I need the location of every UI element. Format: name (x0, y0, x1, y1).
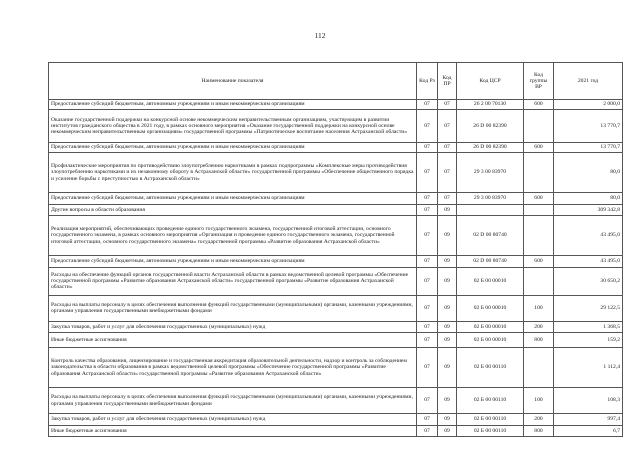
table-row (49, 414, 623, 426)
row-rz: 07 (417, 425, 438, 437)
row-name: Расходы на выплаты персоналу в целях обеспечения выполнения функций государственными (муниципальными) органами, казенными учреждениями, органами управления государственными внебюджетными фондами (49, 295, 417, 321)
table-row (49, 321, 623, 333)
table-row (49, 267, 623, 295)
row-name: Закупка товаров, работ и услуг для обеспечения государственных (муниципальных) нужд (49, 414, 417, 426)
row-vr (524, 267, 554, 295)
row-name: Иные бюджетные ассигнования (49, 425, 417, 437)
row-vr: 200 (524, 414, 554, 426)
header-csr: Код ЦСР (457, 63, 524, 100)
table-header-row (49, 63, 623, 100)
table-row (49, 204, 623, 216)
row-csr: 26 D 00 82390 (457, 110, 524, 143)
row-rz: 07 (417, 414, 438, 426)
row-rz: 07 (417, 295, 438, 321)
row-vr (524, 204, 554, 216)
row-pr: 07 (438, 193, 457, 205)
row-vr: 800 (524, 333, 554, 348)
row-rz: 07 (417, 100, 438, 110)
row-rz: 07 (417, 267, 438, 295)
row-rz: 07 (417, 153, 438, 193)
row-csr: 29 3 00 83970 (457, 193, 524, 205)
row-name: Оказание государственной поддержки на конкурсной основе некоммерческим неправительственным организациям, участвующим в развитии институтов гражданского общества в 2021 году, в рамках основного мероприятия «Оказание государственной поддержки на конкурсной основе некоммерческим неправительственным организациям» государственной программы «Патриотическое воспитание населения Астраханской области» (49, 110, 417, 143)
row-vr: 600 (524, 193, 554, 205)
header-year: 2021 год (554, 63, 623, 100)
row-csr: 02 Б 00 00010 (457, 295, 524, 321)
row-sum: 2 000,0 (554, 100, 623, 110)
row-vr (524, 153, 554, 193)
row-csr: 02 D 00 80740 (457, 216, 524, 256)
row-vr: 200 (524, 321, 554, 333)
row-csr: 02 Б 00 00010 (457, 267, 524, 295)
row-pr: 09 (438, 414, 457, 426)
row-pr: 07 (438, 153, 457, 193)
row-pr: 09 (438, 425, 457, 437)
row-sum: 6,7 (554, 425, 623, 437)
row-rz: 07 (417, 193, 438, 205)
row-vr: 800 (524, 425, 554, 437)
row-sum: 13 770,7 (554, 143, 623, 153)
row-name: Предоставление субсидий бюджетным, автономным учреждениям и иным некоммерческим организациям (49, 143, 417, 153)
row-csr: 02 Б 00 00110 (457, 388, 524, 414)
header-name: Наименование показателя (49, 63, 417, 100)
row-sum: 159,2 (554, 333, 623, 348)
row-pr: 07 (438, 143, 457, 153)
row-vr: 600 (524, 143, 554, 153)
row-pr: 09 (438, 333, 457, 348)
table-row (49, 193, 623, 205)
row-pr: 07 (438, 110, 457, 143)
row-csr: 02 Б 00 00110 (457, 348, 524, 388)
row-pr: 09 (438, 321, 457, 333)
row-vr: 100 (524, 295, 554, 321)
header-pr: Код ПР (438, 63, 457, 100)
row-rz: 07 (417, 348, 438, 388)
row-rz: 07 (417, 256, 438, 268)
row-pr: 09 (438, 216, 457, 256)
row-vr: 100 (524, 388, 554, 414)
table-row (49, 333, 623, 348)
table-row (49, 348, 623, 388)
row-pr: 09 (438, 267, 457, 295)
row-rz: 07 (417, 333, 438, 348)
row-pr: 09 (438, 295, 457, 321)
row-vr (524, 110, 554, 143)
row-csr: 02 Б 00 00010 (457, 321, 524, 333)
table-row (49, 110, 623, 143)
row-name: Иные бюджетные ассигнования (49, 333, 417, 348)
row-csr: 26 2 00 70130 (457, 100, 524, 110)
page-number: 112 (314, 31, 326, 40)
row-csr (457, 204, 524, 216)
row-sum: 43 495,0 (554, 216, 623, 256)
row-csr: 02 Б 00 00110 (457, 425, 524, 437)
budget-table (48, 62, 623, 437)
row-name: Другие вопросы в области образования (49, 204, 417, 216)
row-sum: 1 368,5 (554, 321, 623, 333)
row-rz: 07 (417, 321, 438, 333)
row-name: Расходы на выплаты персоналу в целях обеспечения выполнения функций государственными (муниципальными) органами, казенными учреждениями, органами управления государственными внебюджетными фондами (49, 388, 417, 414)
row-name: Расходы на обеспечение функций органов государственной власти Астраханской области в рамках ведомственной целевой программы «Обеспечение государственной программы «Развитие образования Астраханской области» государственной программы «Развитие образования Астраханской области» (49, 267, 417, 295)
row-name: Контроль качества образования, лицензирование и государственная аккредитация образовательной деятельности, надзор и контроль за соблюдением законодательства в области образования в рамках ведомственной целевой программы «Обеспечение государственной программы «Развитие образования Астраханской области» государственной программы «Развитие образования Астраханской области» (49, 348, 417, 388)
row-rz: 07 (417, 216, 438, 256)
table-row (49, 256, 623, 268)
table-row (49, 388, 623, 414)
row-sum: 309 342,8 (554, 204, 623, 216)
row-sum: 997,4 (554, 414, 623, 426)
row-vr (524, 216, 554, 256)
table-row (49, 216, 623, 256)
row-name: Предоставление субсидий бюджетным, автономным учреждениям и иным некоммерческим организациям (49, 193, 417, 205)
table-row (49, 425, 623, 437)
row-sum: 108,3 (554, 388, 623, 414)
row-name: Предоставление субсидий бюджетным, автономным учреждениям и иным некоммерческим организациям (49, 256, 417, 268)
row-sum: 30 650,2 (554, 267, 623, 295)
row-name: Закупка товаров, работ и услуг для обеспечения государственных (муниципальных) нужд (49, 321, 417, 333)
table-row (49, 100, 623, 110)
row-csr: 29 3 00 83970 (457, 153, 524, 193)
row-rz: 07 (417, 388, 438, 414)
row-sum: 1 112,4 (554, 348, 623, 388)
row-sum: 13 770,7 (554, 110, 623, 143)
row-name: Реализация мероприятий, обеспечивающих проведение единого государственного экзамена, государственной итоговой аттестации, основного государственного экзамена, в рамках основного мероприятия «Организация и проведение единого государственного экзамена, государственной итоговой аттестации, основного государственного экзамена» государственной программы «Развитие образования Астраханской области» (49, 216, 417, 256)
header-vr: Код группы ВР (524, 63, 554, 100)
row-vr: 600 (524, 256, 554, 268)
row-pr: 09 (438, 256, 457, 268)
row-vr: 600 (524, 100, 554, 110)
table-row (49, 295, 623, 321)
row-sum: 80,0 (554, 193, 623, 205)
row-rz: 07 (417, 143, 438, 153)
row-pr: 09 (438, 204, 457, 216)
row-pr: 09 (438, 348, 457, 388)
row-rz: 07 (417, 110, 438, 143)
row-csr: 02 D 00 80740 (457, 256, 524, 268)
row-name: Предоставление субсидий бюджетным, автономным учреждениям и иным некоммерческим организациям (49, 100, 417, 110)
row-sum: 43 495,0 (554, 256, 623, 268)
row-sum: 29 122,5 (554, 295, 623, 321)
row-name: Профилактические мероприятия по противодействию злоупотреблению наркотиками в рамках подпрограммы «Комплексные меры противодействия злоупотреблению наркотиками и их незаконному обороту в Астраханской области» государственной программы «Обеспечение общественного порядка и усиление борьбы с преступностью в Астраханской области» (49, 153, 417, 193)
row-csr: 26 D 00 82390 (457, 143, 524, 153)
row-csr: 02 Б 00 00110 (457, 414, 524, 426)
row-vr (524, 348, 554, 388)
table-row (49, 143, 623, 153)
header-rz: Код Рз (417, 63, 438, 100)
row-rz: 07 (417, 204, 438, 216)
row-sum: 80,0 (554, 153, 623, 193)
row-csr: 02 Б 00 00010 (457, 333, 524, 348)
row-pr: 07 (438, 100, 457, 110)
table-row (49, 153, 623, 193)
row-pr: 09 (438, 388, 457, 414)
